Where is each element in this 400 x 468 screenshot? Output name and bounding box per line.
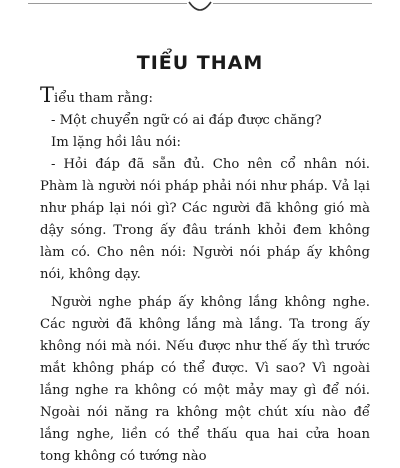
paragraph-2: - Một chuyển ngữ có ai đáp được chăng? [51, 113, 322, 128]
paragraph-1-text: iểu tham rằng: [54, 91, 153, 106]
paragraph-4: - Hỏi đáp đã sẵn đủ. Cho nên cổ nhân nói. Phàm là người nói pháp phải nói như pháp. Vả lại như pháp lại nói gì? Các người đã không gió mà dậy sóng. Trong ấy đâu tránh khỏi đem không làm có. Cho nên nói: Người nói pháp ấy không nói, không dạy. [40, 157, 370, 282]
page-title: TIỂU THAM [136, 52, 264, 74]
paragraph-3: Im lặng hồi lâu nói: [51, 135, 181, 150]
paragraph-1 [40, 84, 370, 110]
ornament-icon [187, 0, 213, 14]
drop-cap: T [40, 83, 55, 107]
paragraph-5: Người nghe pháp ấy không lắng không nghe. Các người đã không lắng mà lắng. Ta trong ấy không nói mà nói. Nếu được như thế ấy thì trước mắt không pháp có thể được. Vì sao? Vì ngoài lắng nghe ra không có một mảy may gì để nói. Ngoài nói năng ra không một chút xíu nào để lắng nghe, liền có thể thấu qua hai cửa hoan tong không có tướng nào [40, 295, 370, 464]
body-text [40, 84, 370, 468]
